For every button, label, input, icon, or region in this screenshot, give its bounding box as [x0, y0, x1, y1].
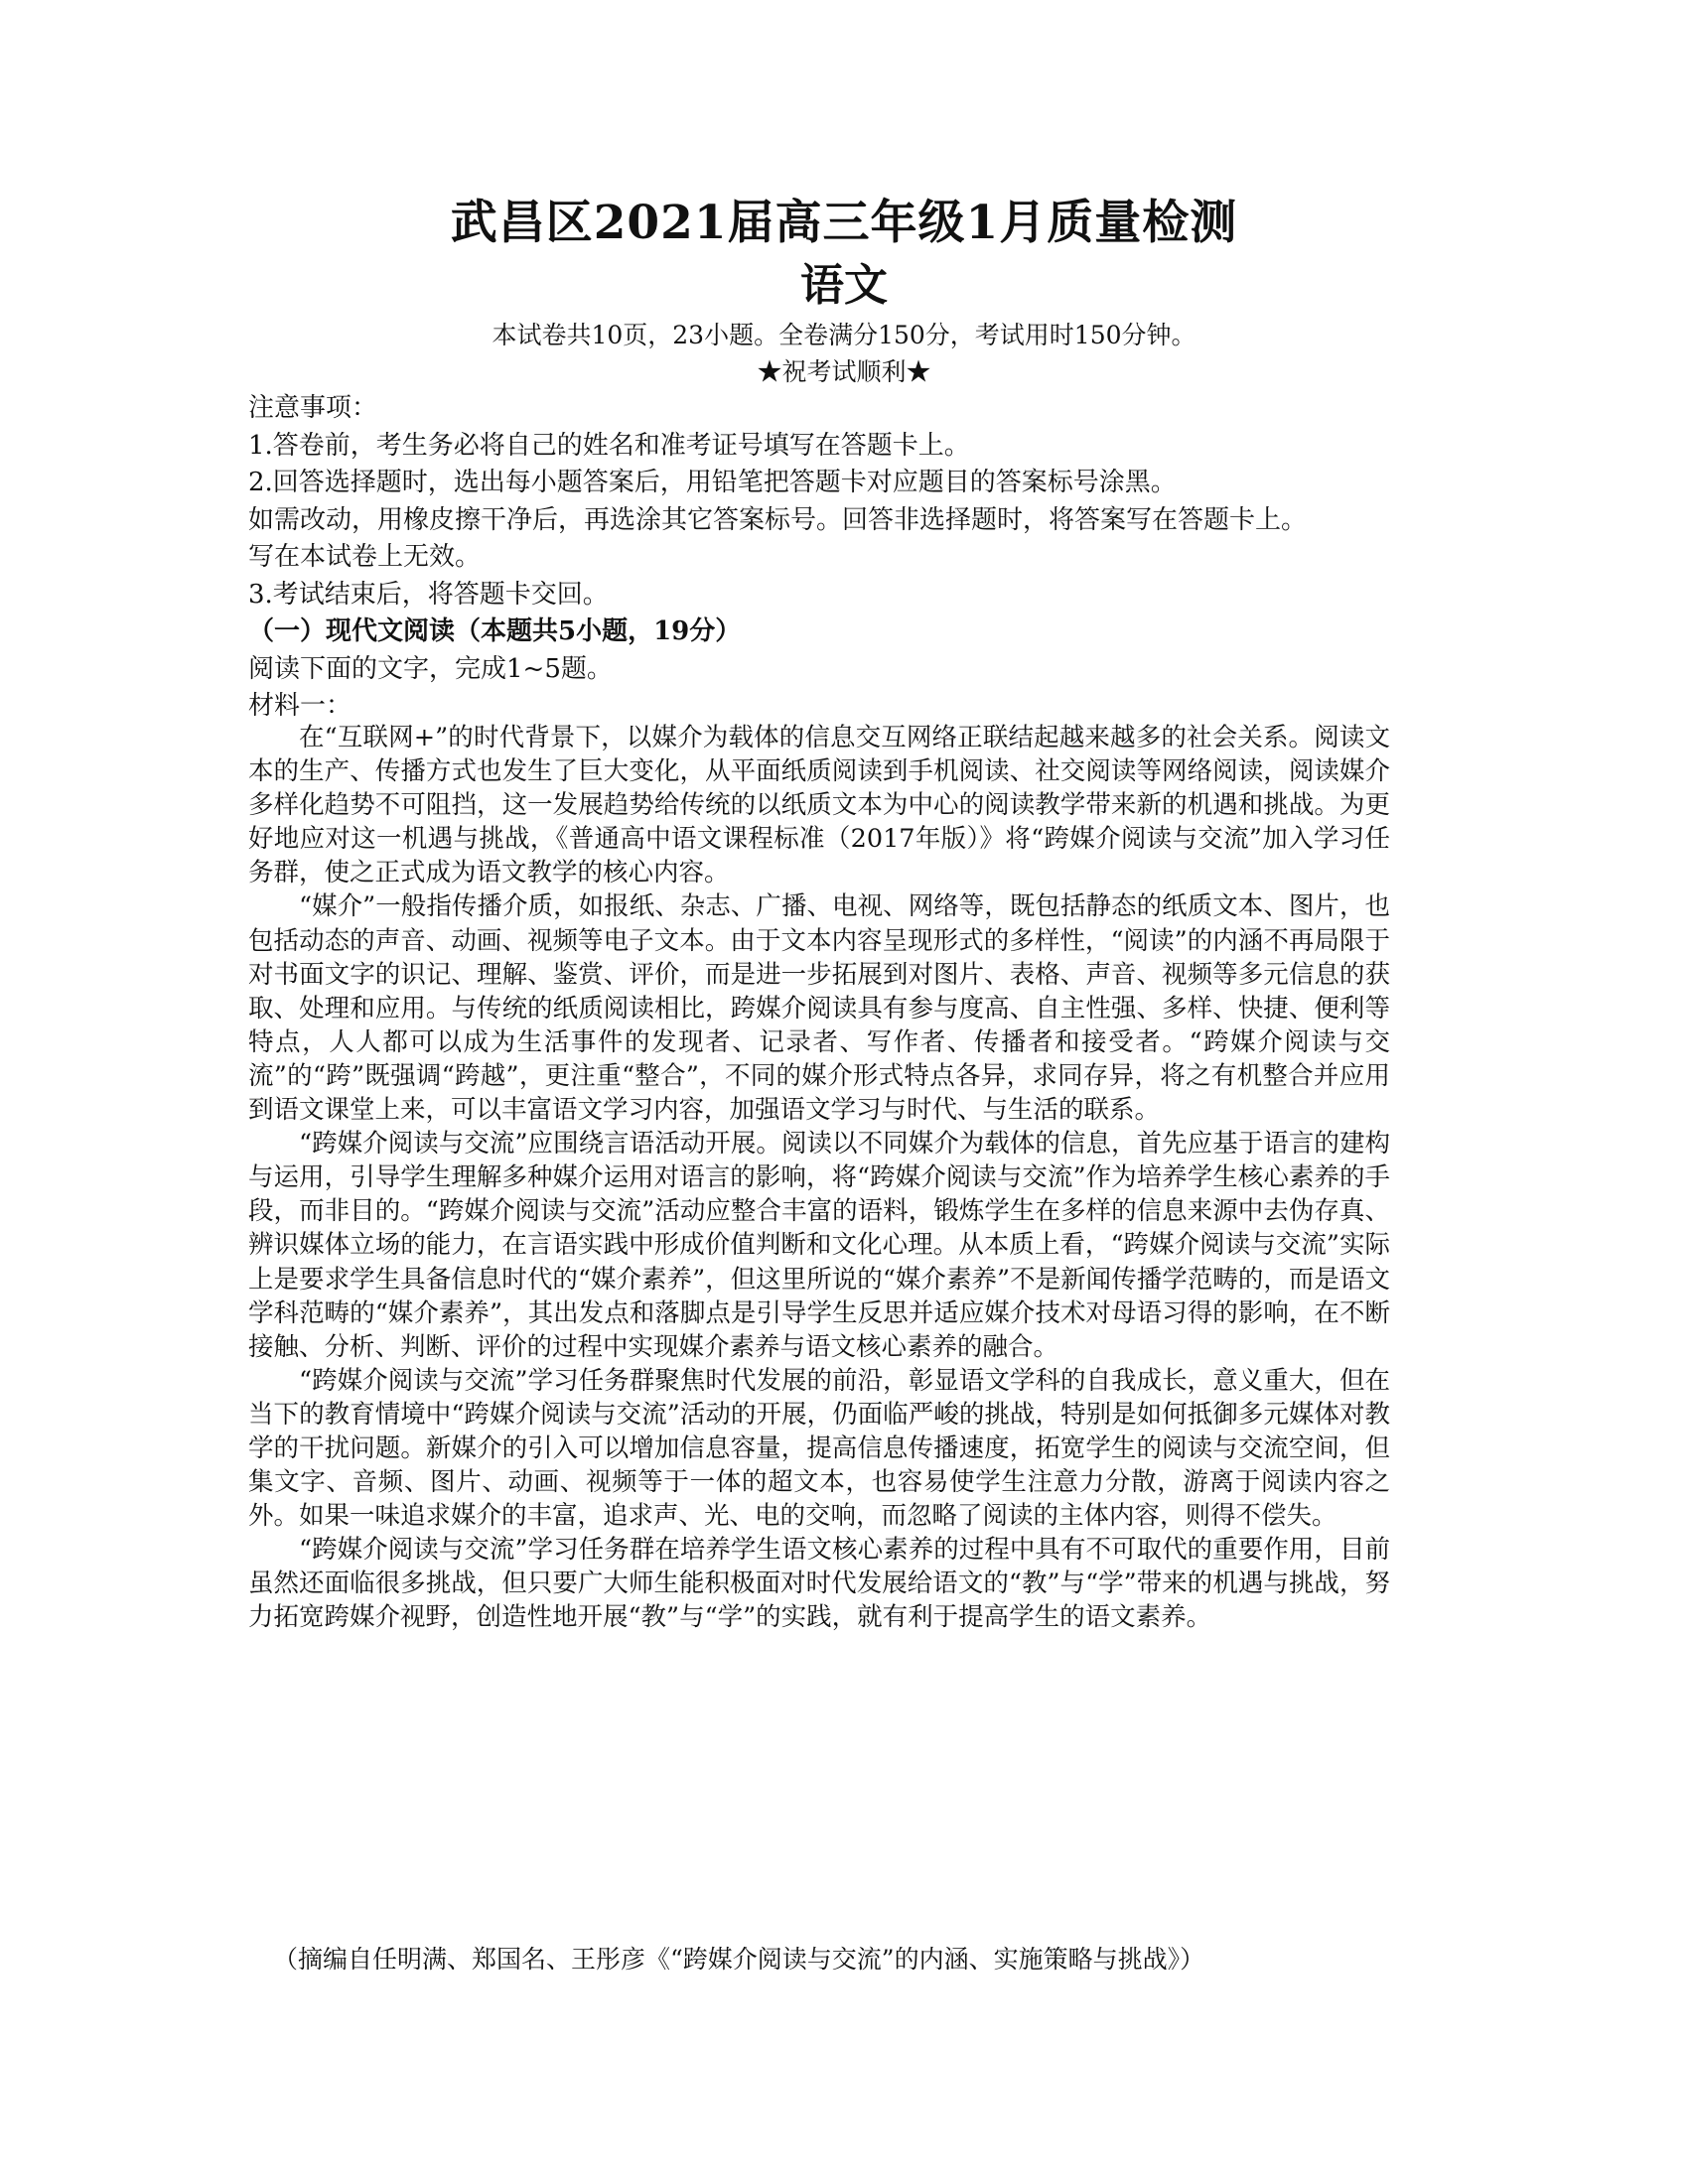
section-instruction: 阅读下面的文字，完成1~5题。	[248, 653, 613, 684]
note-item: 1.答卷前，考生务必将自己的姓名和准考证号填写在答题卡上。	[248, 430, 970, 461]
material-paragraph: “跨媒介阅读与交流”应围绕言语活动开展。阅读以不同媒介为载体的信息，首先应基于语言的建构与运用，引导学生理解多种媒介运用对语言的影响，将“跨媒介阅读与交流”作为培养学生核心素养的手段，而非目的。“跨媒介阅读与交流”活动应整合丰富的语料，锻炼学生在多样的信息来源中去伪存真、辨识媒体立场的能力，在言语实践中形成价值判断和文化心理。从本质上看，“跨媒介阅读与交流”实际上是要求学生具备信息时代的“媒介素养”，但这里所说的“媒介素养”不是新闻传播学范畴的，而是语文学科范畴的“媒介素养”，其出发点和落脚点是引导学生反思并适应媒介技术对母语习得的影响，在不断接触、分析、判断、评价的过程中实现媒介素养与语文核心素养的融合。	[248, 1129, 1390, 1362]
material-label: 材料一：	[248, 691, 352, 721]
notes-heading: 注意事项：	[248, 393, 378, 423]
material-paragraph: “跨媒介阅读与交流”学习任务群聚焦时代发展的前沿，彰显语文学科的自我成长，意义重大，但在当下的教育情境中“跨媒介阅读与交流”活动的开展，仍面临严峻的挑战，特别是如何抵御多元媒体对教学的干扰问题。新媒介的引入可以增加信息容量，提高信息传播速度，拓宽学生的阅读与交流空间，但集文字、音频、图片、动画、视频等于一体的超文本，也容易使学生注意力分散，游离于阅读内容之外。如果一味追求媒介的丰富，追求声、光、电的交响，而忽略了阅读的主体内容，则得不偿失。	[248, 1365, 1390, 1532]
material-paragraph: “媒介”一般指传播介质，如报纸、杂志、广播、电视、网络等，既包括静态的纸质文本、图片，也包括动态的声音、动画、视频等电子文本。由于文本内容呈现形式的多样性，“阅读”的内涵不再局限于对书面文字的识记、理解、鉴赏、评价，而是进一步拓展到对图片、表格、声音、视频等多元信息的获取、处理和应用。与传统的纸质阅读相比，跨媒介阅读具有参与度高、自主性强、多样、快捷、便利等特点，人人都可以成为生活事件的发现者、记录者、写作者、传播者和接受者。“跨媒介阅读与交流”的“跨”既强调“跨越”，更注重“整合”，不同的媒介形式特点各异，求同存异，将之有机整合并应用到语文课堂上来，可以丰富语文学习内容，加强语文学习与时代、与生活的联系。	[248, 891, 1390, 1126]
section-title: （一）现代文阅读（本题共5小题，19分）	[248, 616, 742, 646]
material-citation: （摘编自任明满、郑国名、王彤彦《“跨媒介阅读与交流”的内涵、实施策略与挑战》）	[273, 1945, 1205, 1974]
material-paragraph: 在“互联网+”的时代背景下，以媒介为载体的信息交互网络正联结起越来越多的社会关系。阅读文本的生产、传播方式也发生了巨大变化，从平面纸质阅读到手机阅读、社交阅读等网络阅读，阅读媒介多样化趋势不可阻挡，这一发展趋势给传统的以纸质文本为中心的阅读教学带来新的机遇和挑战。为更好地应对这一机遇与挑战，《普通高中语文课程标准（2017年版）》将“跨媒介阅读与交流”加入学习任务群，使之正式成为语文教学的核心内容。	[248, 723, 1390, 888]
notes-block	[248, 390, 1539, 726]
material-paragraph: “跨媒介阅读与交流”学习任务群在培养学生语文核心素养的过程中具有不可取代的重要作用，目前虽然还面临很多挑战，但只要广大师生能积极面对时代发展给语文的“教”与“学”带来的机遇与挑战，努力拓宽跨媒介视野，创造性地开展“教”与“学”的实践，就有利于提高学生的语文素养。	[248, 1535, 1390, 1633]
note-item: 2.回答选择题时，选出每小题答案后，用铅笔把答题卡对应题目的答案标号涂黑。	[248, 468, 1177, 497]
good-luck-line: ★祝考试顺利★	[757, 357, 931, 386]
exam-info: 本试卷共10页，23小题。全卷满分150分，考试用时150分钟。	[492, 321, 1196, 349]
material-text	[248, 721, 1390, 1635]
exam-title: 武昌区2021届高三年级1月质量检测	[450, 196, 1238, 250]
note-item: 3.考试结束后，将答题卡交回。	[248, 579, 609, 610]
note-item: 如需改动，用橡皮擦干净后，再选涂其它答案标号。回答非选择题时，将答案写在答题卡上。	[248, 504, 1308, 535]
subject-title: 语文	[800, 260, 888, 311]
note-item: 写在本试卷上无效。	[248, 542, 482, 572]
